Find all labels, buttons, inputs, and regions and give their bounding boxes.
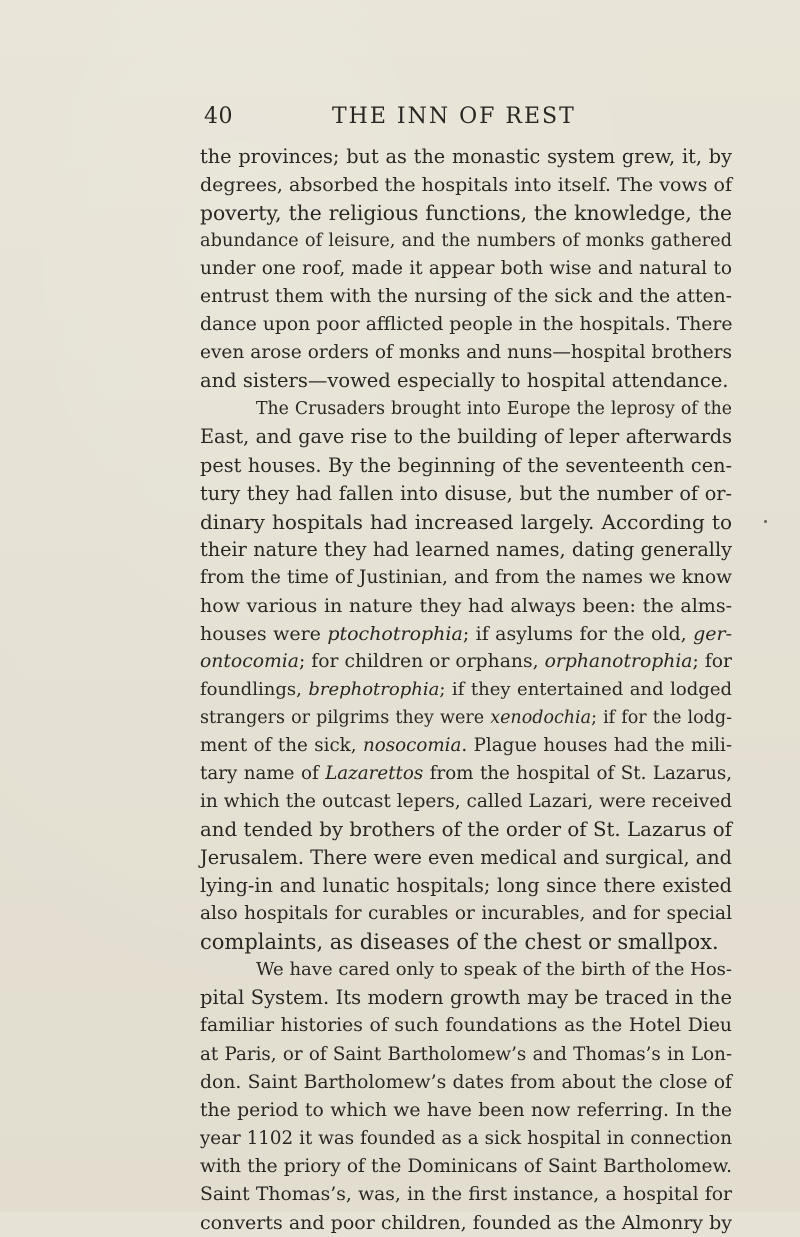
text-line: from the time of Justinian, and from the names we know <box>200 566 732 588</box>
text-line: don. Saint Bartholomew’s dates from about the close of <box>200 1071 732 1093</box>
text-line: strangers or pilgrims they were xenodochia; if for the lodg- <box>200 707 732 728</box>
text-line: dinary hospitals had increased largely. According to <box>200 509 732 534</box>
running-head <box>204 104 724 134</box>
running-title: THE INN OF REST <box>332 104 576 129</box>
paragraph-start-line: We have cared only to speak of the birth of the Hos- <box>256 959 732 981</box>
text-line: their nature they had learned names, dating generally <box>200 537 732 561</box>
text-line: abundance of leisure, and the numbers of monks gathered <box>200 231 732 252</box>
text-line: poverty, the religious functions, the knowledge, the <box>200 201 732 226</box>
text-line: pest houses. By the beginning of the seventeenth cen- <box>200 453 732 477</box>
text-line: East, and gave rise to the building of leper afterwards <box>200 425 732 449</box>
text-line: and tended by brothers of the order of St. Lazarus of <box>200 818 732 842</box>
text-line: with the priory of the Dominicans of Saint Bartholomew. <box>200 1155 732 1177</box>
text-line: foundlings, brephotrophia; if they entertained and lodged <box>200 678 732 700</box>
body-text <box>200 143 732 1237</box>
paper-speck <box>764 520 767 523</box>
text-line: familiar histories of such foundations as the Hotel Dieu <box>200 1015 732 1037</box>
text-line: tury they had fallen into disuse, but the number of or- <box>200 481 732 505</box>
paragraph-start-line: The Crusaders brought into Europe the leprosy of the <box>256 399 732 420</box>
text-line: houses were ptochotrophia; if asylums for the old, ger- <box>200 622 732 645</box>
text-line: ontocomia; for children or orphans, orphanotrophia; for <box>200 650 733 672</box>
text-line: year 1102 it was founded as a sick hospital in connection <box>200 1127 732 1149</box>
page-number: 40 <box>204 104 233 129</box>
text-line: converts and poor children, founded as the Almonry by <box>200 1211 732 1234</box>
text-line: even arose orders of monks and nuns—hospital brothers <box>200 342 732 364</box>
text-line: degrees, absorbed the hospitals into itself. The vows of <box>200 174 732 197</box>
text-line: Saint Thomas’s, was, in the first instance, a hospital for <box>200 1183 732 1205</box>
text-line: pital System. Its modern growth may be traced in the <box>200 986 732 1010</box>
text-line: and sisters—vowed especially to hospital attendance. <box>200 369 729 393</box>
text-line: Jerusalem. There were even medical and surgical, and <box>200 846 732 870</box>
text-line: dance upon poor afflicted people in the hospitals. There <box>200 314 733 336</box>
text-line: entrust them with the nursing of the sick and the atten- <box>200 286 732 308</box>
text-line: also hospitals for curables or incurables, and for special <box>200 903 732 925</box>
text-line: ment of the sick, nosocomia. Plague houses had the mili- <box>200 734 732 756</box>
text-line: at Paris, or of Saint Bartholomew’s and Thomas’s in Lon- <box>200 1043 732 1065</box>
text-line: under one roof, made it appear both wise and natural to <box>200 258 732 280</box>
text-line: the provinces; but as the monastic system grew, it, by <box>200 145 732 168</box>
text-line: lying-in and lunatic hospitals; long since there existed <box>200 874 732 898</box>
text-line: the period to which we have been now referring. In the <box>200 1099 732 1121</box>
text-line: how various in nature they had always been: the alms- <box>200 594 732 617</box>
text-line: tary name of Lazarettos from the hospital of St. Lazarus, <box>200 763 732 785</box>
text-line: in which the outcast lepers, called Lazari, were received <box>200 791 732 813</box>
text-line: complaints, as diseases of the chest or smallpox. <box>200 930 719 955</box>
